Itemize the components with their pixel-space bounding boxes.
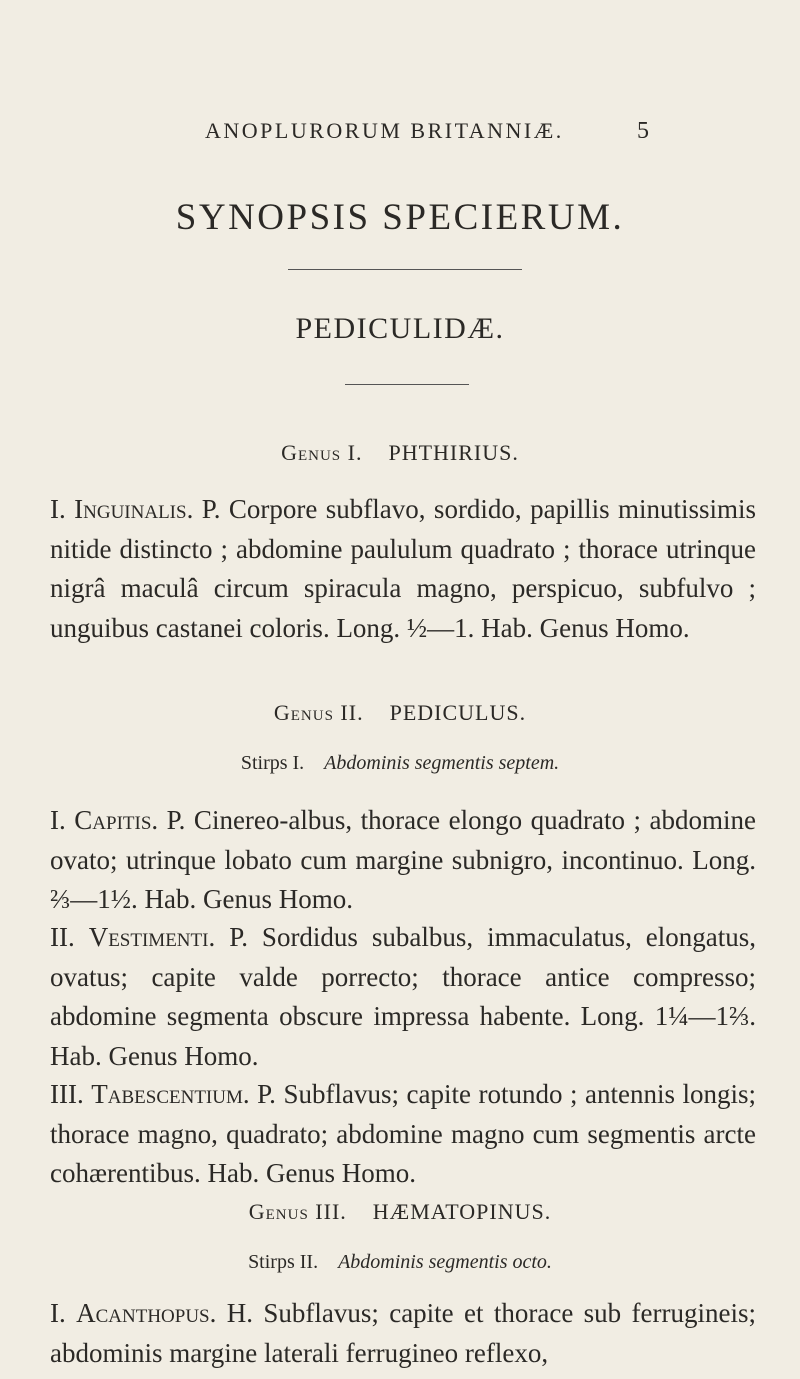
family-heading: PEDICULIDÆ. [295,312,505,345]
genus-name: HÆMATOPINUS. [372,1199,552,1224]
stirps-text: Abdominis segmentis octo. [338,1251,552,1273]
species-number: III. [50,1079,84,1109]
species-description: P. Subflavus; capite rotundo ; antennis longis; thorace magno, quadrato; abdomine magno cum segmentis arcte cohærentibus. Hab. Genus Homo. [50,1079,757,1188]
stirps-line [0,752,800,775]
genus-name: PHTHIRIUS. [388,440,519,465]
genus-heading [0,700,800,726]
species-name: Acanthopus. [76,1298,217,1328]
species-description: P. Cinereo-albus, thorace elongo quadrato ; abdomine ovato; utrinque lobato cum margine subnigro, incontinuo. Long. ⅔—1½. Hab. Genus Homo. [50,805,757,914]
page-number: 5 [637,118,649,144]
species-name: Vestimenti. [88,922,216,952]
genus-heading [0,440,800,466]
stirps-label: Stirps II. [248,1251,319,1273]
species-name: Capitis. [74,805,159,835]
species-description: P. Sordidus subalbus, immaculatus, elongatus, ovatus; capite valde porrecto; thorace antice compresso; abdomine segmenta obscure impressa habente. Long. 1¼—1⅔. Hab. Genus Homo. [50,922,757,1071]
species-name: Tabescentium. [91,1079,250,1109]
divider [288,269,522,270]
stirps-text: Abdominis segmentis septem. [324,752,560,774]
divider [345,384,469,385]
species-entry [50,490,756,648]
species-description: H. Subflavus; capite et thorace sub ferrugineis; abdominis margine laterali ferrugineo reflexo, [50,1298,756,1368]
species-name: Inguinalis. [74,494,194,524]
species-entry [50,801,756,920]
species-entry [50,1294,756,1373]
genus-heading [0,1199,800,1225]
species-number: I. [50,805,66,835]
species-number: II. [50,922,75,952]
page-title: SYNOPSIS SPECIERUM. [175,197,625,238]
species-entry [50,1075,756,1194]
genus-label: Genus III. [248,1199,347,1224]
genus-name: PEDICULUS. [389,700,527,725]
running-head [0,118,800,148]
running-title: ANOPLURORUM BRITANNIÆ. [205,118,564,143]
stirps-line [0,1251,800,1274]
stirps-label: Stirps I. [240,752,305,774]
species-entry [50,918,756,1076]
genus-label: Genus II. [273,700,364,725]
genus-label: Genus I. [281,440,363,465]
species-number: I. [50,494,66,524]
species-number: I. [50,1298,66,1328]
species-description: P. Corpore subflavo, sordido, papillis minutissimis nitide distincto ; abdomine paululum quadrato ; thorace utrinque nigrâ maculâ circum spiracula magno, perspicuo, subfulvo ; unguibus castanei coloris. Long. ½—1. Hab. Genus Homo. [50,494,757,643]
